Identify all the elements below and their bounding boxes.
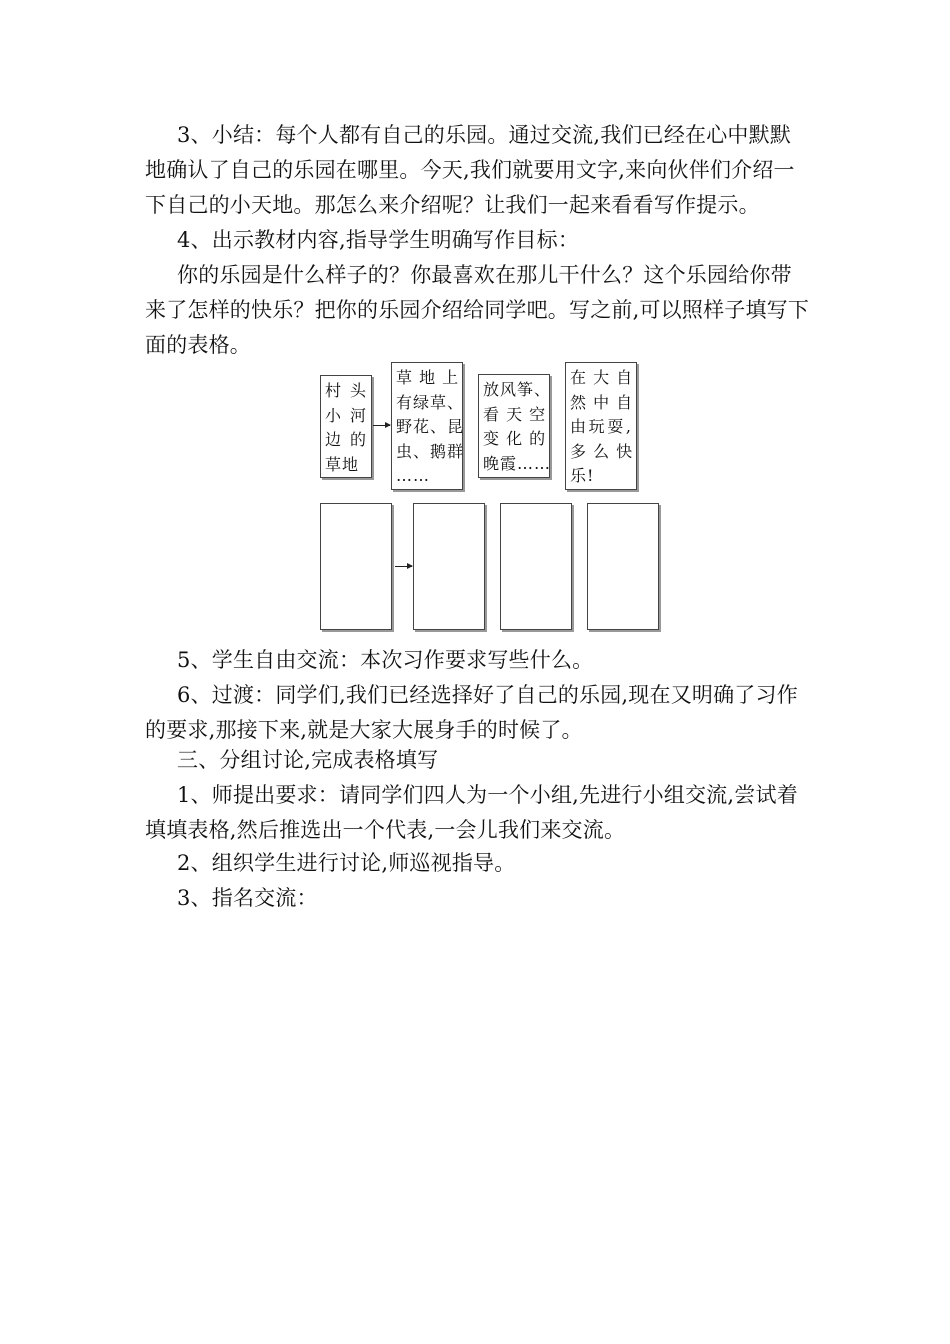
paragraph-step5: 5、学生自由交流：本次习作要求写些什么。 bbox=[177, 648, 594, 672]
box-line: 村 头 bbox=[325, 381, 367, 400]
paragraph-step6: 6、过渡：同学们,我们已经选择好了自己的乐园,现在又明确了习作的要求,那接下来,就是大家大展身手的时候了。 bbox=[145, 683, 798, 742]
box-line: 放风筝、 bbox=[483, 380, 552, 399]
blank-box-scene bbox=[413, 503, 485, 630]
blank-box-place bbox=[320, 503, 392, 630]
paragraph-requirement: 1、师提出要求：请同学们四人为一个小组,先进行小组交流,尝试着填填表格,然后推选出一个代表,一会儿我们来交流。 bbox=[145, 783, 798, 842]
example-box-feeling bbox=[565, 362, 637, 490]
box-line: 虫、鹅群 bbox=[396, 441, 465, 461]
example-box-place bbox=[320, 375, 372, 478]
paragraph-step4: 4、出示教材内容,指导学生明确写作目标： bbox=[177, 228, 580, 252]
blank-box-activity bbox=[500, 503, 572, 630]
box-line: 草地 bbox=[325, 454, 360, 474]
box-line: 变 化 的 bbox=[483, 429, 547, 448]
box-line: 乐! bbox=[570, 466, 595, 485]
box-line: 多 么 快 bbox=[570, 441, 634, 461]
box-line: 在 大 自 bbox=[570, 368, 634, 387]
section-heading: 三、分组讨论,完成表格填写 bbox=[177, 748, 439, 772]
box-line: 野花、昆 bbox=[396, 417, 465, 436]
box-line: 晚霞…… bbox=[483, 453, 552, 473]
box-line: 然 中 自 bbox=[570, 392, 634, 412]
box-line: 草 地 上 bbox=[396, 368, 460, 387]
box-line: 小 河 bbox=[325, 405, 367, 425]
arrow-icon bbox=[395, 566, 412, 567]
box-line: 边 的 bbox=[325, 430, 367, 449]
paragraph-discussion: 2、组织学生进行讨论,师巡视指导。 bbox=[177, 851, 516, 875]
paragraph-summary: 3、小结：每个人都有自己的乐园。通过交流,我们已经在心中默默地确认了自己的乐园在哪里。今天,我们就要用文字,来向伙伴们介绍一下自己的小天地。那怎么来介绍呢？让我们一起来看看写作提示。 bbox=[145, 123, 795, 217]
paragraph-prompt: 你的乐园是什么样子的？你最喜欢在那儿干什么？这个乐园给你带来了怎样的快乐？把你的乐园介绍给同学吧。写之前,可以照样子填写下面的表格。 bbox=[145, 263, 810, 357]
box-line: 有绿草、 bbox=[396, 392, 465, 412]
blank-box-feeling bbox=[587, 503, 659, 630]
box-line: 由玩耍, bbox=[570, 417, 632, 436]
arrow-icon bbox=[373, 425, 390, 426]
box-line: 看 天 空 bbox=[483, 404, 547, 424]
example-box-activity bbox=[478, 374, 550, 478]
box-line: …… bbox=[396, 466, 430, 485]
paragraph-share: 3、指名交流： bbox=[177, 886, 318, 910]
example-box-scene bbox=[391, 362, 463, 490]
